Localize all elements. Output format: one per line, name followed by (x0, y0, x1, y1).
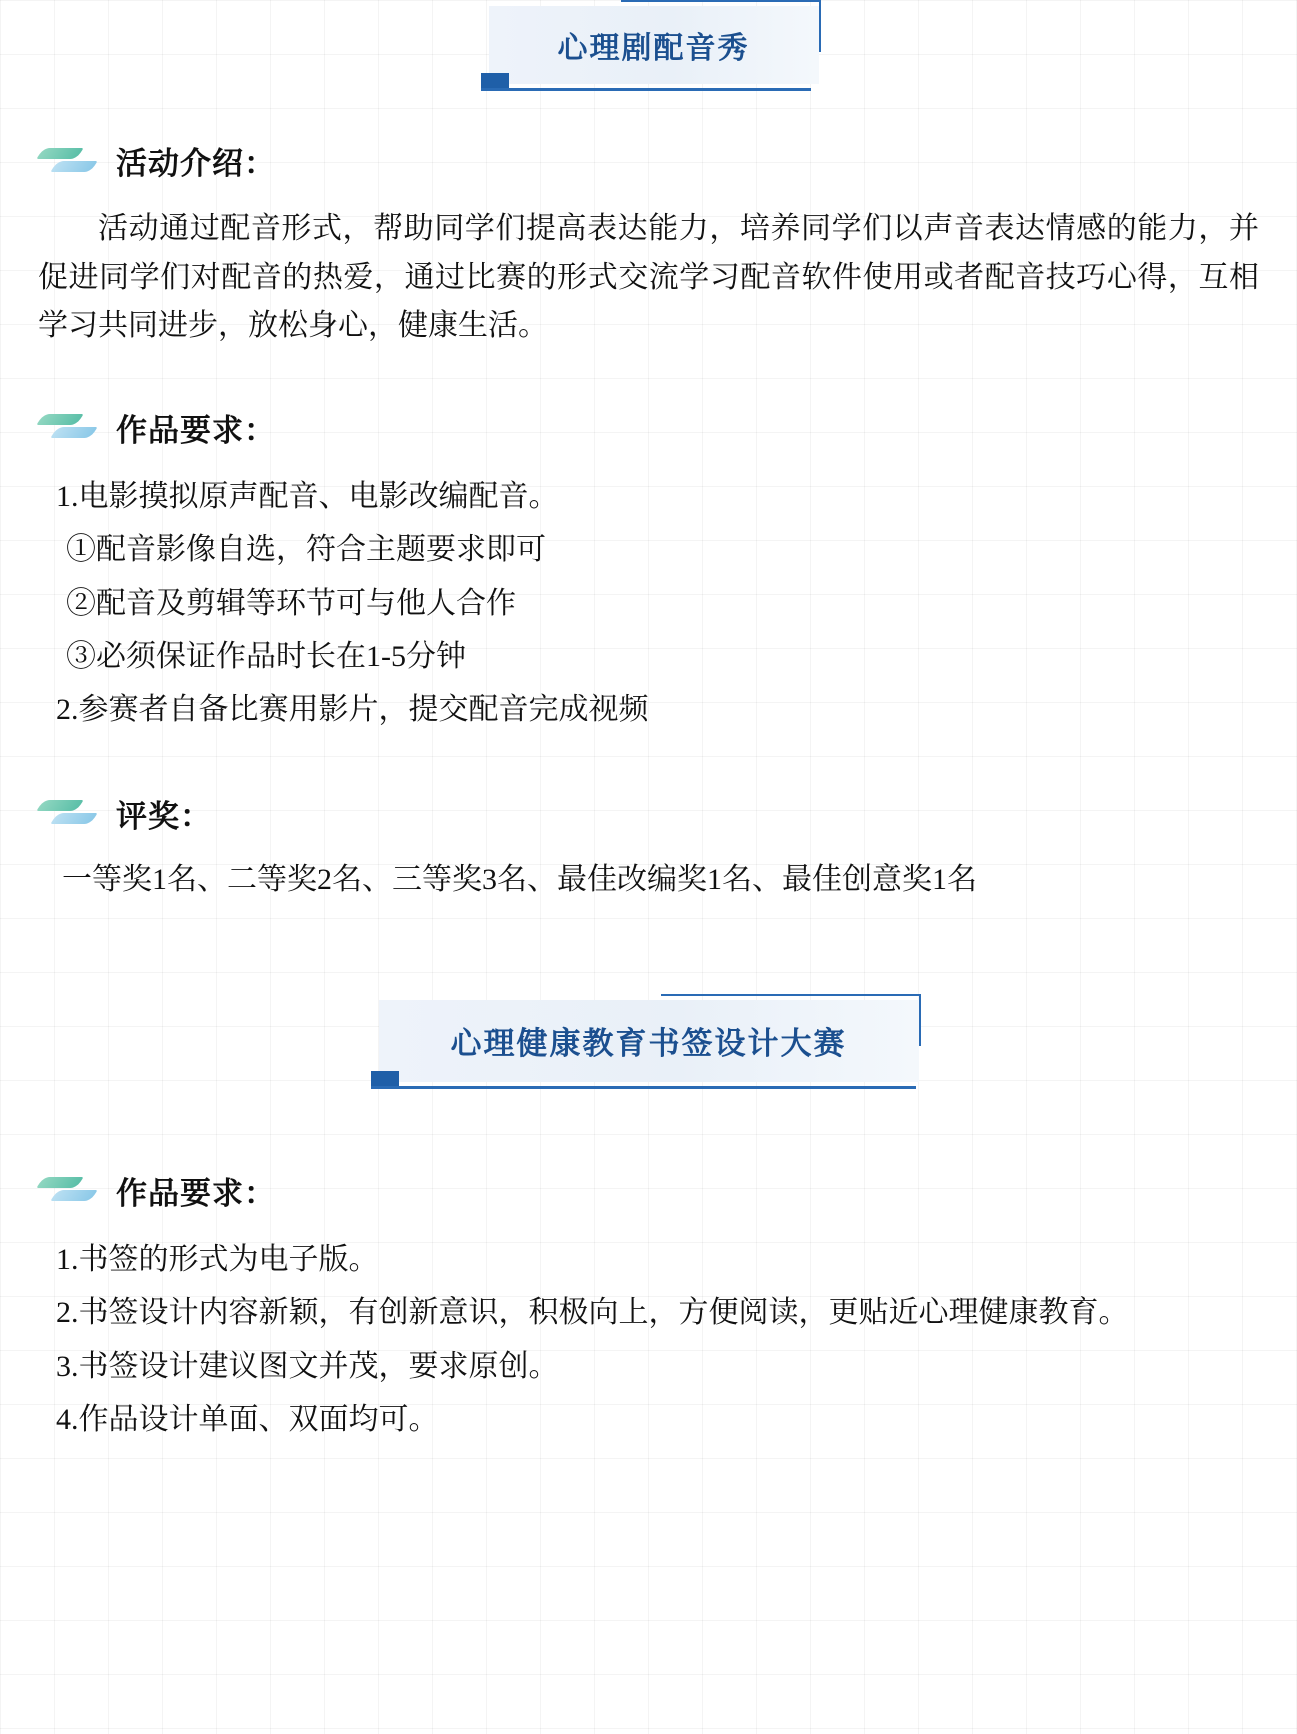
brush-stroke-icon (40, 1173, 102, 1207)
brush-stroke-icon (40, 796, 102, 830)
list-item: ①配音影像自选，符合主题要求即可 (66, 533, 546, 567)
heading-work-requirements-2 (40, 1168, 1297, 1213)
work-requirements-list-1 (56, 470, 1259, 737)
heading-activity-intro (40, 138, 1297, 183)
list-item: 2.参赛者自备比赛用影片，提交配音完成视频 (56, 693, 649, 727)
section-banner-1 (0, 6, 1297, 84)
heading-awards (40, 791, 1297, 836)
heading-label: 作品要求： (116, 1175, 276, 1211)
banner-box-1 (489, 6, 819, 84)
banner-corner-rule-vertical (819, 0, 821, 52)
banner-corner-rule-top (661, 994, 921, 996)
list-item: 2.书签设计内容新颖，有创新意识，积极向上，方便阅读，更贴近心理健康教育。 (56, 1296, 1129, 1330)
list-item: 4.作品设计单面、双面均可。 (56, 1402, 439, 1436)
banner-corner-rule-bottom (371, 1086, 916, 1089)
banner-corner-rule-bottom (481, 88, 811, 91)
banner-corner-rule-top (621, 0, 821, 2)
brush-stroke-icon (40, 144, 102, 178)
list-item: ②配音及剪辑等环节可与他人合作 (66, 586, 516, 620)
heading-label: 活动介绍： (116, 146, 276, 181)
list-item: 1.电影摸拟原声配音、电影改编配音。 (56, 479, 559, 513)
list-item: 3.书签设计建议图文并茂，要求原创。 (56, 1349, 559, 1383)
heading-label: 作品要求： (116, 412, 276, 448)
heading-work-requirements-1 (40, 405, 1297, 450)
section-banner-2 (0, 1000, 1297, 1082)
heading-label: 评奖： (116, 798, 212, 834)
banner-title-1: 心理剧配音秀 (557, 32, 750, 65)
activity-intro-paragraph: 活动通过配音形式，帮助同学们提高表达能力，培养同学们以声音表达情感的能力，并促进同学们对配音的热爱，通过比赛的形式交流学习配音软件使用或者配音技巧心得，互相学习共同进步，放松身心，健康生活。 (38, 212, 1259, 343)
banner-title-2: 心理健康教育书签设计大赛 (450, 1026, 847, 1062)
awards-text: 一等奖1名、二等奖2名、三等奖3名、最佳改编奖1名、最佳创意奖1名 (62, 862, 977, 896)
list-item: ③必须保证作品时长在1-5分钟 (66, 639, 466, 673)
banner-corner-rule-vertical (919, 994, 921, 1046)
brush-stroke-icon (40, 410, 102, 444)
work-requirements-list-2 (56, 1233, 1259, 1447)
banner-box-2 (379, 1000, 919, 1082)
list-item: 1.书签的形式为电子版。 (56, 1242, 379, 1276)
